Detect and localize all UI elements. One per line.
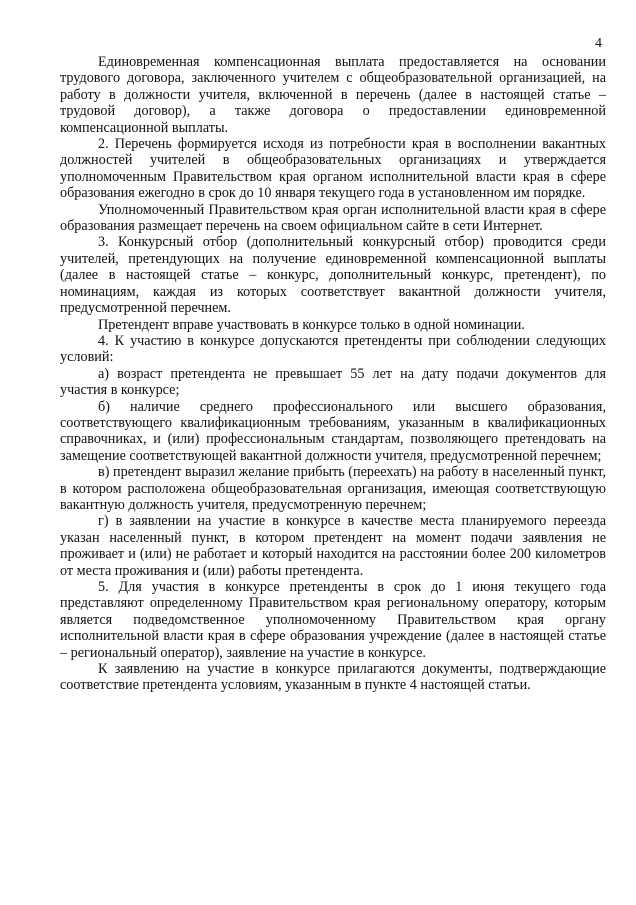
document-body	[60, 54, 606, 694]
condition-b-education: б) наличие среднего профессионального или высшего образования, соответствующего квалификационным требованиям, указанным в квалификационных справочниках, и (или) профессиональным стандартам, позволяющего претендовать на замещение соответствующей вакантной должности учителя, предусмотренной перечнем;	[60, 398, 606, 464]
condition-g-distance: г) в заявлении на участие в конкурсе в качестве места планируемого переезда указан населенный пункт, в котором претендент на момент подачи заявления не проживает и (или) не работает и который находится на расстоянии более 200 километров от места проживания и (или) работы претендента.	[60, 513, 606, 579]
page-number: 4	[595, 36, 602, 51]
paragraph-application: 5. Для участия в конкурсе претенденты в срок до 1 июня текущего года представляют определенному Правительством края региональному оператору, которым является подведомственное уполномоченному Правительством края органу исполнительной власти края в сфере образования учреждение (далее в настоящей статье – региональный оператор), заявление на участие в конкурсе.	[60, 579, 606, 661]
paragraph-list-publication: Уполномоченный Правительством края орган исполнительной власти края в сфере образования размещает перечень на своем официальном сайте в сети Интернет.	[60, 201, 606, 235]
condition-v-relocation: в) претендент выразил желание прибыть (переехать) на работу в населенный пункт, в котором расположена общеобразовательная организация, имеющая соответствующую вакантную должность учителя, предусмотренную перечнем;	[60, 464, 606, 513]
paragraph-documents: К заявлению на участие в конкурсе прилагаются документы, подтверждающие соответствие претендента условиям, указанным в пункте 4 настоящей статьи.	[60, 661, 606, 694]
paragraph-competition: 3. Конкурсный отбор (дополнительный конкурсный отбор) проводится среди учителей, претендующих на получение единовременной компенсационной выплаты (далее в настоящей статье – конкурс, дополнительный конкурс, претендент), по номинациям, каждая из которых соответствует вакантной должности учителя, предусмотренной перечнем.	[60, 234, 606, 317]
paragraph-list-formation: 2. Перечень формируется исходя из потребности края в восполнении вакантных должностей учителей в общеобразовательных организациях и утверждается уполномоченным Правительством края органом исполнительной власти края в сфере образования ежегодно в срок до 10 января текущего года в установленном им порядке.	[60, 136, 606, 202]
paragraph-admission-conditions: 4. К участию в конкурсе допускаются претенденты при соблюдении следующих условий:	[60, 332, 606, 366]
paragraph-single-nomination: Претендент вправе участвовать в конкурсе только в одной номинации.	[98, 316, 525, 333]
condition-a-age: а) возраст претендента не превышает 55 лет на дату подачи документов для участия в конкурсе;	[60, 365, 606, 399]
paragraph-payment-basis: Единовременная компенсационная выплата предоставляется на основании трудового договора, заключенного учителем с общеобразовательной организацией, на работу в должности учителя, включенной в перечень (далее в настоящей статье – трудовой договор), а также договора о предоставлении единовременной компенсационной выплаты.	[60, 54, 606, 136]
